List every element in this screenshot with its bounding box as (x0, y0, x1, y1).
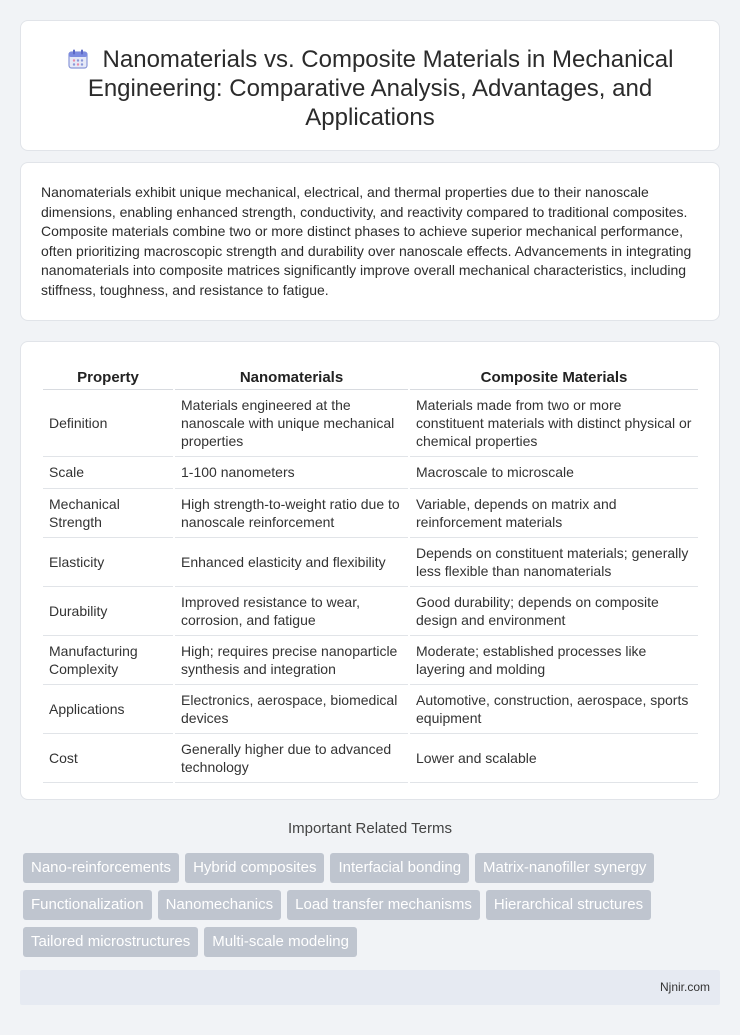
footer-site-link[interactable]: Njnir.com (659, 980, 710, 994)
title-text: Nanomaterials vs. Composite Materials in Mechanical Engineering: Comparative Analysis, Advantages, and Applications (87, 46, 674, 131)
nanomaterials-cell: Improved resistance to wear, corrosion, and fatigue (174, 586, 409, 635)
header-composite-materials: Composite Materials (409, 364, 698, 389)
composite-cell: Good durability; depends on composite design and environment (409, 586, 698, 635)
composite-cell: Materials made from two or more constituent materials with distinct physical or chemical properties (409, 389, 698, 456)
nanomaterials-cell: Electronics, aerospace, biomedical devices (174, 684, 409, 733)
nanomaterials-cell: Materials engineered at the nanoscale with unique mechanical properties (174, 389, 409, 456)
property-cell: Definition (43, 389, 174, 456)
nanomaterials-cell: Enhanced elasticity and flexibility (174, 537, 409, 586)
table-row (43, 488, 698, 537)
related-term-tag[interactable]: Hierarchical structures (486, 890, 651, 920)
nanomaterials-cell: High strength-to-weight ratio due to nanoscale reinforcement (174, 488, 409, 537)
related-terms-list (23, 853, 703, 957)
related-term-tag[interactable]: Load transfer mechanisms (287, 890, 480, 920)
table-row (43, 389, 698, 456)
property-cell: Durability (43, 586, 174, 635)
related-term-tag[interactable]: Nanomechanics (158, 890, 282, 920)
composite-cell: Macroscale to microscale (409, 456, 698, 488)
related-term-tag[interactable]: Interfacial bonding (330, 853, 469, 883)
property-cell: Elasticity (43, 537, 174, 586)
composite-cell: Moderate; established processes like layering and molding (409, 635, 698, 684)
footer (20, 970, 720, 1005)
related-terms-heading: Important Related Terms (288, 820, 452, 837)
table-header-row (43, 364, 698, 389)
composite-cell: Variable, depends on matrix and reinforcement materials (409, 488, 698, 537)
table-row (43, 635, 698, 684)
related-term-tag[interactable]: Multi-scale modeling (204, 927, 357, 957)
comparison-table (43, 364, 698, 783)
property-cell: Scale (43, 456, 174, 488)
related-term-tag[interactable]: Matrix-nanofiller synergy (475, 853, 654, 883)
property-cell: Manufacturing Complexity (43, 635, 174, 684)
page-title (51, 45, 689, 132)
table-row (43, 586, 698, 635)
header-property: Property (43, 364, 174, 389)
related-term-tag[interactable]: Functionalization (23, 890, 152, 920)
table-row (43, 456, 698, 488)
nanomaterials-cell: Generally higher due to advanced technology (174, 733, 409, 782)
related-term-tag[interactable]: Hybrid composites (185, 853, 324, 883)
intro-paragraph: Nanomaterials exhibit unique mechanical, electrical, and thermal properties due to their nanoscale dimensions, enabling enhanced strength, conductivity, and reactivity compared to traditional composites. Composite materials combine two or more distinct phases to achieve superior mechanical performance, often prioritizing macroscopic strength and durability over nanoscale effects. Advancements in integrating nanomaterials into composite matrices significantly improve overall mechanical characteristics, including stiffness, toughness, and resistance to fatigue. (41, 184, 692, 298)
table-row (43, 733, 698, 782)
property-cell: Cost (43, 733, 174, 782)
composite-cell: Depends on constituent materials; generally less flexible than nanomaterials (409, 537, 698, 586)
nanomaterials-cell: 1-100 nanometers (174, 456, 409, 488)
nanomaterials-cell: High; requires precise nanoparticle synthesis and integration (174, 635, 409, 684)
related-term-tag[interactable]: Tailored microstructures (23, 927, 198, 957)
table-row (43, 684, 698, 733)
related-term-tag[interactable]: Nano-reinforcements (23, 853, 179, 883)
calendar-icon (67, 48, 89, 70)
intro-card (20, 162, 720, 321)
property-cell: Applications (43, 684, 174, 733)
comparison-table-card (20, 341, 720, 800)
table-row (43, 537, 698, 586)
title-card (20, 20, 720, 151)
composite-cell: Lower and scalable (409, 733, 698, 782)
header-nanomaterials: Nanomaterials (174, 364, 409, 389)
property-cell: Mechanical Strength (43, 488, 174, 537)
composite-cell: Automotive, construction, aerospace, sports equipment (409, 684, 698, 733)
